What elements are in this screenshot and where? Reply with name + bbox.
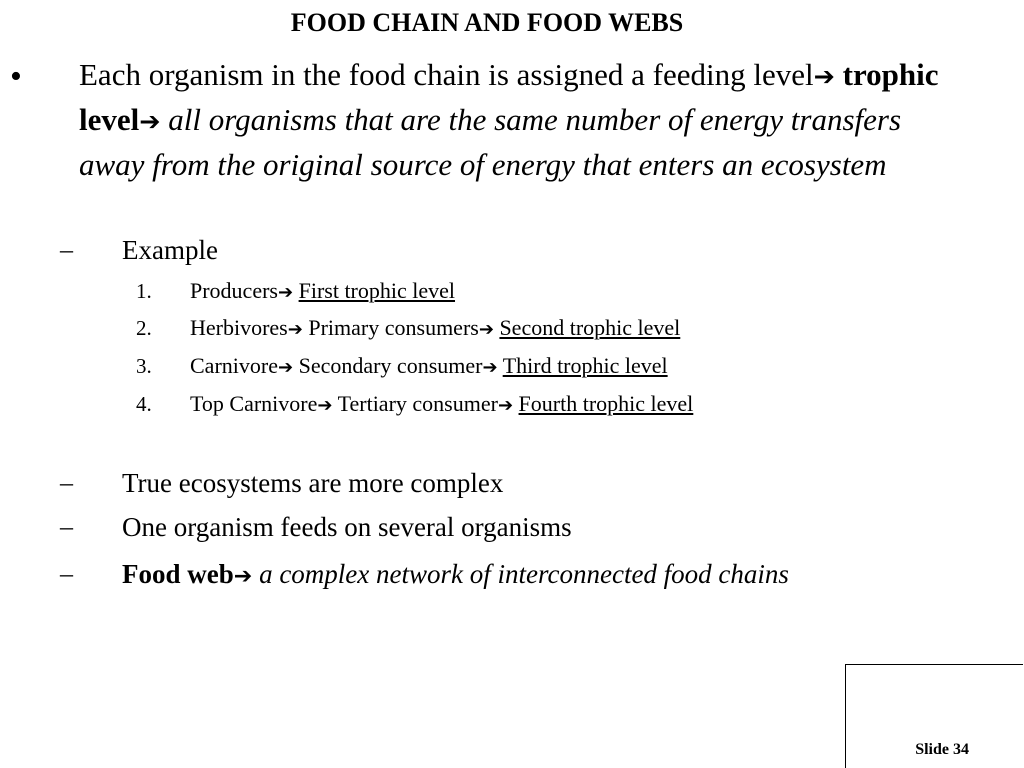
sub-item-complex: True ecosystems are more complex [122,468,504,498]
trophic-level-label: Fourth trophic level [518,391,694,416]
list-number: 3. [136,354,152,378]
slide-number: Slide 34 [915,741,969,758]
right-arrow-icon: ➔ [813,61,835,91]
list-number: 1. [136,279,152,303]
right-arrow-icon: ➔ [233,563,253,589]
example-item: Producers➔ First trophic level [190,278,456,303]
trophic-level-label: Third trophic level [502,353,668,378]
dash-marker: – [60,468,73,497]
sub-item-feeds: One organism feeds on several organisms [122,512,572,542]
trophic-level-label: First trophic level [298,278,456,303]
dash-marker: – [60,559,73,588]
right-arrow-icon: ➔ [139,106,161,136]
bullet-marker: • [10,58,22,95]
dash-marker: – [60,512,73,541]
dash-marker: – [60,235,73,264]
right-arrow-icon: ➔ [482,357,498,378]
trophic-level-term: trophic level [79,57,939,137]
example-item: Carnivore➔ Secondary consumer➔ Third trophic level [190,353,668,378]
trophic-level-label: Second trophic level [499,315,681,340]
right-arrow-icon: ➔ [478,319,494,340]
right-arrow-icon: ➔ [287,319,303,340]
right-arrow-icon: ➔ [277,282,294,303]
food-web-definition: a complex network of interconnected food chains [259,559,789,589]
list-number: 2. [136,316,152,340]
example-item: Herbivores➔ Primary consumers➔ Second trophic level [190,315,681,340]
sub-item-example: Example [122,235,218,265]
right-arrow-icon: ➔ [317,395,333,416]
main-bullet [79,53,959,186]
trophic-level-definition: all organisms that are the same number of energy transfers away from the original source of energy that enters an ecosystem [79,102,902,182]
slide-number-box [845,664,1023,768]
bullet-intro-text: Each organism in the food chain is assigned a feeding level [79,57,814,92]
right-arrow-icon: ➔ [277,357,294,378]
food-web-term: Food web [122,559,234,589]
example-item: Top Carnivore➔ Tertiary consumer➔ Fourth trophic level [190,391,694,416]
sub-item-food-web [122,557,902,593]
list-number: 4. [136,392,152,416]
slide-title: FOOD CHAIN AND FOOD WEBS [290,8,684,37]
right-arrow-icon: ➔ [497,395,514,416]
